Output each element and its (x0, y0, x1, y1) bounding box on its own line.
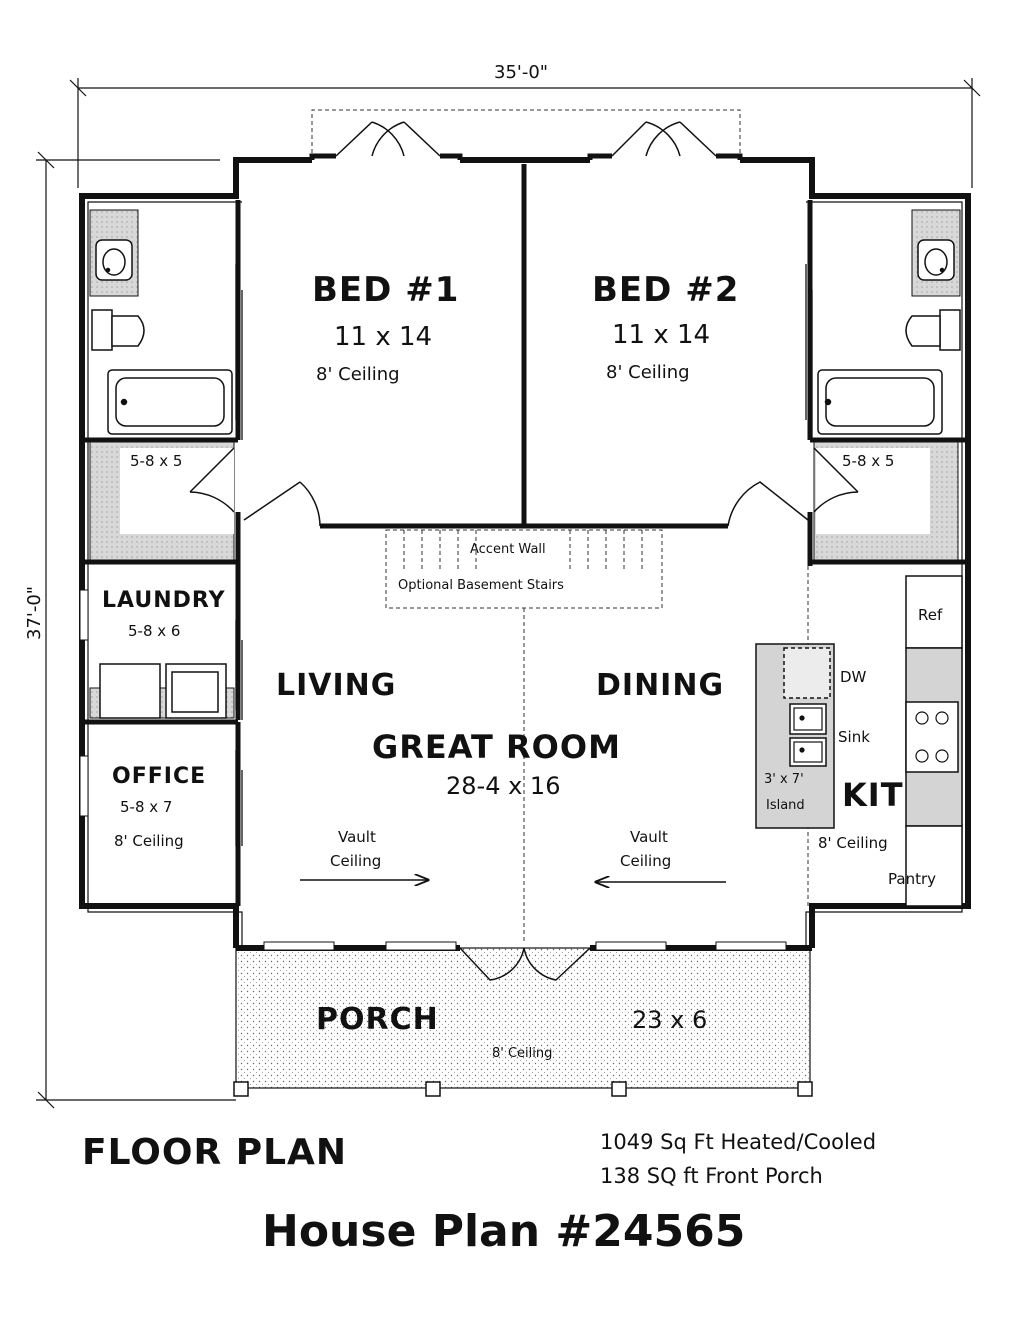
width-dimension: 35'-0" (494, 62, 549, 83)
dw-label: DW (840, 668, 867, 686)
bath-fixtures-right (818, 240, 960, 434)
sink-label: Sink (838, 728, 870, 746)
kitchen-ceiling: 8' Ceiling (818, 834, 888, 852)
bed1-ceiling: 8' Ceiling (316, 364, 400, 385)
island-size: 3' x 7' (764, 772, 804, 787)
plan-number: House Plan #24565 (262, 1206, 746, 1257)
dining-label: DINING (596, 668, 725, 703)
great-room-name: GREAT ROOM (372, 728, 621, 766)
porch-area: 138 SQ ft Front Porch (600, 1164, 823, 1188)
bed2-size: 11 x 14 (612, 320, 711, 350)
island-label: Island (766, 798, 805, 813)
kitchen-name: KIT (842, 776, 904, 814)
vault-left-line2: Ceiling (330, 852, 382, 870)
office-name: OFFICE (112, 764, 207, 789)
office-size: 5-8 x 7 (120, 798, 173, 816)
office-ceiling: 8' Ceiling (114, 832, 184, 850)
bed2-name: BED #2 (592, 270, 740, 310)
great-room-size: 28-4 x 16 (446, 772, 561, 800)
vault-right-line2: Ceiling (620, 852, 672, 870)
accent-wall-label: Accent Wall (470, 542, 546, 557)
laundry-name: LAUNDRY (102, 588, 226, 613)
vault-left-line1: Vault (338, 828, 376, 846)
bed2-ceiling: 8' Ceiling (606, 362, 690, 383)
floor-plan-title: FLOOR PLAN (82, 1132, 348, 1173)
laundry-size: 5-8 x 6 (128, 622, 181, 640)
heated-area: 1049 Sq Ft Heated/Cooled (600, 1130, 877, 1154)
porch-size: 23 x 6 (632, 1006, 708, 1034)
vault-arrows (300, 880, 726, 882)
pantry-label: Pantry (888, 870, 936, 888)
porch-name: PORCH (316, 1002, 439, 1037)
bath-fixtures-left (92, 240, 232, 434)
depth-dimension: 37'-0" (24, 585, 45, 640)
bath-left-size: 5-8 x 5 (130, 452, 183, 470)
ref-label: Ref (918, 606, 943, 624)
bay-outlines (312, 110, 740, 160)
stairs-label: Optional Basement Stairs (398, 578, 564, 593)
bed1-name: BED #1 (312, 270, 460, 310)
porch-ceiling: 8' Ceiling (492, 1046, 553, 1061)
living-label: LIVING (276, 668, 397, 703)
vault-right-line1: Vault (630, 828, 668, 846)
bed1-size: 11 x 14 (334, 322, 433, 352)
bath-right-size: 5-8 x 5 (842, 452, 895, 470)
